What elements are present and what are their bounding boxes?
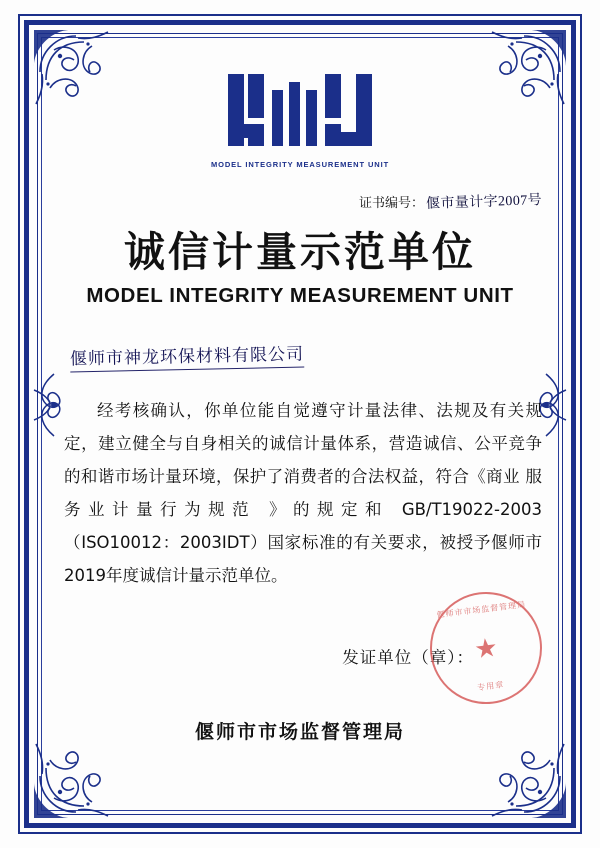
serial-number-value: 偃市量计字2007号 bbox=[425, 192, 543, 213]
issuing-organization: 偃师市市场监督管理局 bbox=[194, 721, 405, 743]
miu-monogram-logo-icon bbox=[226, 72, 374, 153]
logo-block bbox=[52, 72, 548, 169]
seal-top-text: 偃师市市场监督管理局 bbox=[436, 599, 527, 620]
recipient-line bbox=[52, 342, 548, 372]
recipient-name: 偃师市神龙环保材料有限公司 bbox=[70, 340, 305, 373]
body-paragraph: 经考核确认，你单位能自觉遵守计量法律、法规及有关规定，建立健全与自身相关的诚信计量体系，营造诚信、公平竞争的和谐市场计量环境，保护了消费者的合法权益，符合《商业 服务业计量行为规范 》的规定和 GB/T19022-2003（ISO10012：2003IDT）国家标准的有关要求，被授予偃师市2019年度诚信计量示范单位。 bbox=[64, 401, 542, 585]
certificate-title-english: MODEL INTEGRITY MEASUREMENT UNIT bbox=[86, 284, 514, 307]
logo-caption: MODEL INTEGRITY MEASUREMENT UNIT bbox=[210, 160, 390, 169]
seal-bottom-text: 专用章 bbox=[476, 680, 505, 693]
certificate-title-chinese: 诚信计量示范单位 bbox=[124, 228, 476, 276]
issuer-label: 发证单位（章）： bbox=[342, 648, 474, 667]
seal-star-icon: ★ bbox=[472, 631, 500, 665]
serial-number-row bbox=[52, 191, 548, 211]
serial-number-label: 证书编号： bbox=[358, 194, 424, 210]
certificate-body-text bbox=[52, 394, 548, 592]
